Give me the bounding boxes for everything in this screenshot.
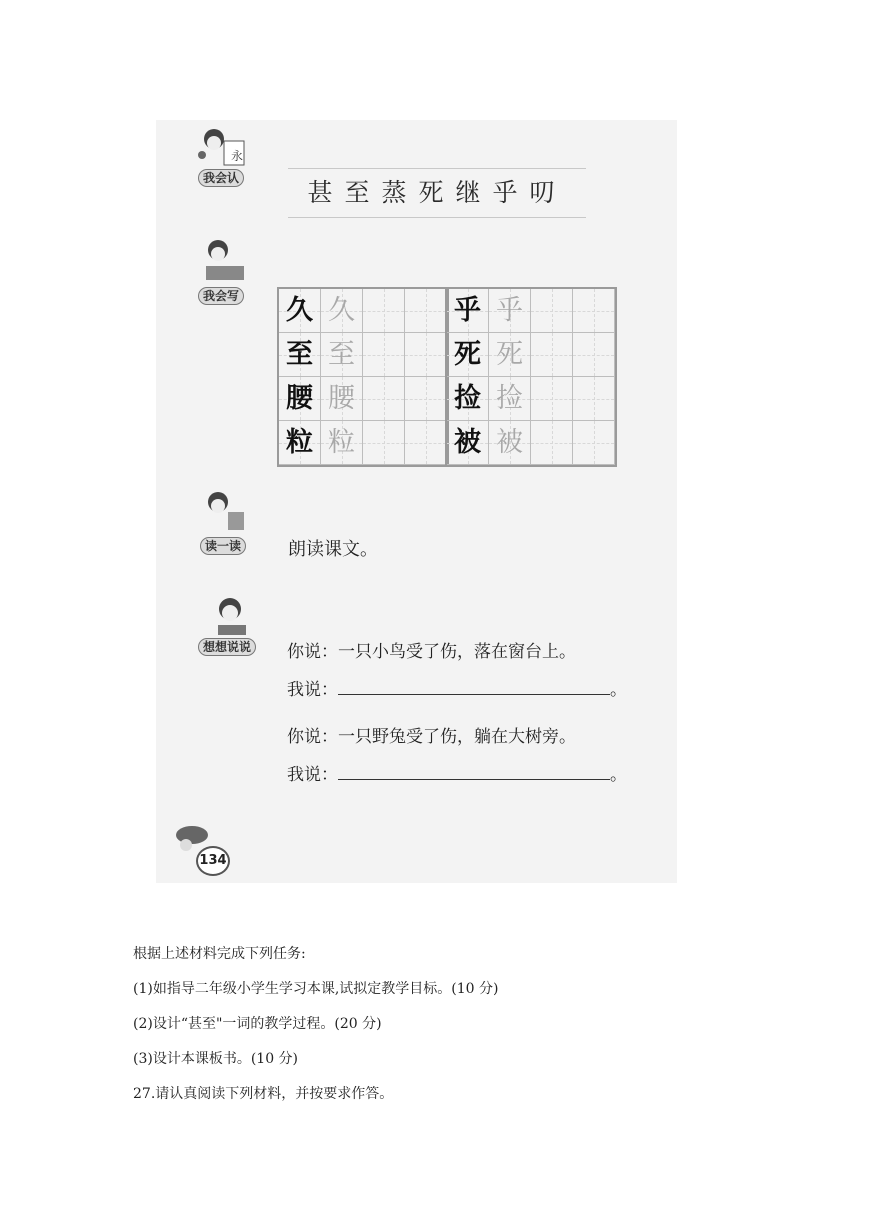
trace-char: 久: [328, 295, 355, 326]
me-say-label: 我说：: [287, 680, 338, 700]
tag-recognize: 我会认: [198, 169, 244, 187]
tag-speak: 想想说说: [198, 638, 256, 656]
you-say-1: 你说：一只小鸟受了伤，落在窗台上。: [287, 642, 576, 662]
model-char: 死: [454, 339, 481, 370]
me-say-2: [287, 760, 627, 785]
trace-char: 乎: [496, 295, 523, 326]
trace-char: 腰: [328, 383, 355, 414]
thinking-child-icon: [210, 595, 254, 637]
end-mark: 。: [610, 680, 627, 700]
me-say-label: 我说：: [287, 765, 338, 785]
model-char: 至: [286, 339, 313, 370]
read-instruction: 朗读课文。: [288, 539, 378, 560]
model-char: 被: [454, 427, 481, 458]
question-1: (1)如指导二年级小学生学习本课,试拟定教学目标。(10 分): [133, 981, 499, 997]
end-mark: 。: [610, 765, 627, 785]
trace-char: 捡: [496, 383, 523, 414]
question-2: (2)设计“甚至"一词的教学过程。(20 分): [133, 1016, 382, 1032]
tag-read: 读一读: [200, 537, 246, 555]
writing-grid-right: [445, 287, 617, 467]
model-char: 腰: [286, 383, 313, 414]
model-char: 久: [286, 295, 313, 326]
trace-char: 死: [496, 339, 523, 370]
model-char: 粒: [286, 427, 313, 458]
reading-book-child-icon: [202, 490, 250, 536]
page-number: 134: [196, 846, 230, 876]
me-say-1: [287, 675, 627, 700]
trace-char: 粒: [328, 427, 355, 458]
question-27: 27.请认真阅读下列材料，并按要求作答。: [133, 1086, 394, 1102]
trace-char: 至: [328, 339, 355, 370]
char-card-label: 永: [231, 149, 244, 163]
trace-char: 被: [496, 427, 523, 458]
you-say-2: 你说：一只野兔受了伤，躺在大树旁。: [287, 727, 576, 747]
questions-intro: 根据上述材料完成下列任务:: [133, 946, 306, 962]
writing-child-icon: [200, 238, 250, 286]
answer-blank: [338, 679, 610, 695]
question-3: (3)设计本课板书。(10 分): [133, 1051, 299, 1067]
model-char: 乎: [454, 295, 481, 326]
tag-write: 我会写: [198, 287, 244, 305]
model-char: 捡: [454, 383, 481, 414]
writing-grid-left: [277, 287, 449, 467]
answer-blank: [338, 764, 610, 780]
recognize-words: 甚至蒸死继乎叨: [288, 168, 586, 218]
